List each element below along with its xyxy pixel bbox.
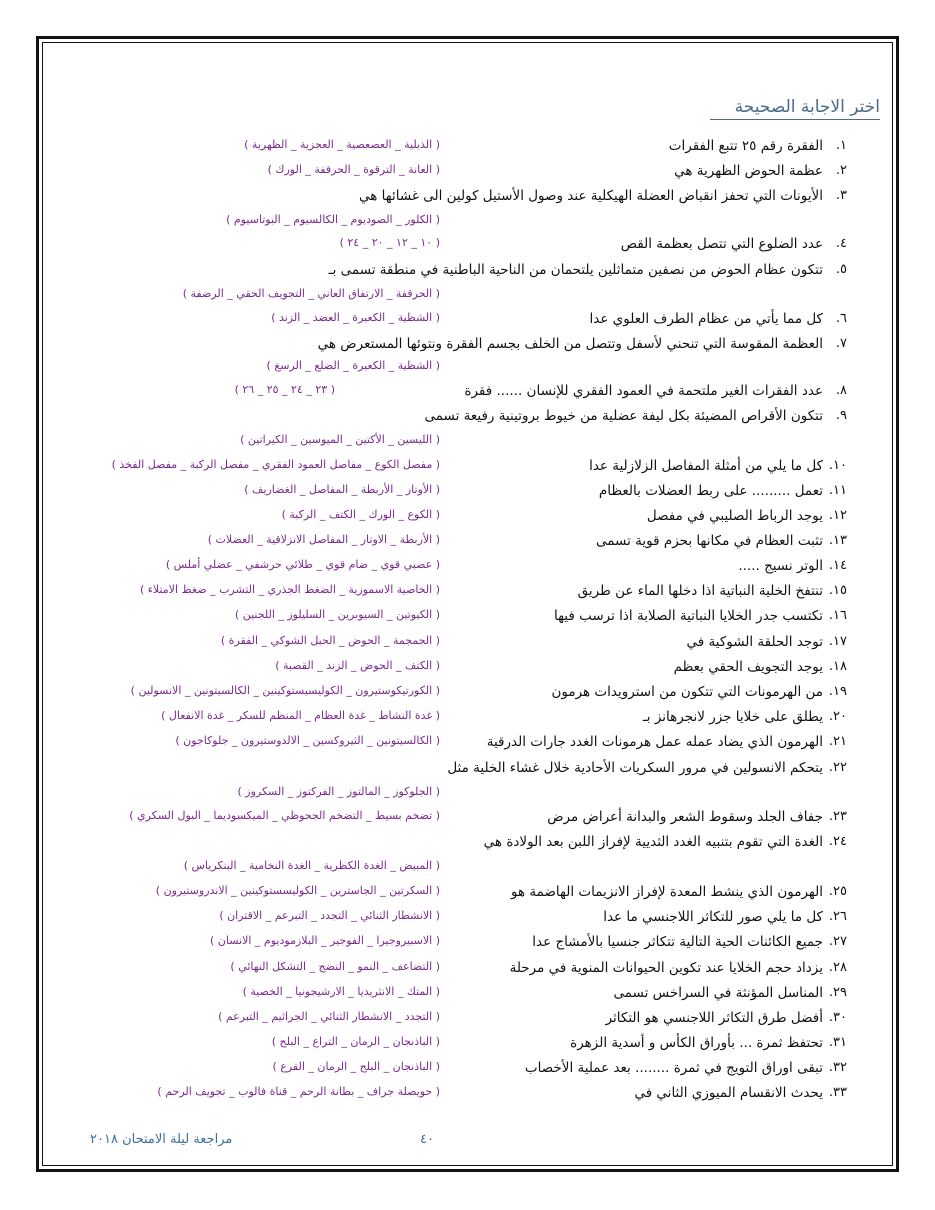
question-number: ٢٩.: [828, 985, 847, 1000]
answer-choices: ( ١٠ _ ١٢ _ ٢٠ _ ٢٤ ): [339, 236, 440, 249]
question-item: [0, 709, 935, 733]
question-text: يحدث الانقسام الميوزي الثاني في: [634, 1085, 823, 1101]
question-item: [0, 138, 935, 162]
question-item: [0, 188, 935, 212]
page-number: ٤٠: [420, 1132, 434, 1147]
question-number: ٨.: [835, 383, 847, 398]
question-number: ١٧.: [828, 634, 847, 649]
answer-choices: ( حويصلة جراف _ بطانة الرحم _ قناة فالوب _ تجويف الرحم ): [157, 1085, 440, 1098]
answer-choices: ( الشظية _ الكعبرة _ العضد _ الزند ): [271, 311, 440, 324]
answer-choices: ( الكوع _ الورك _ الكتف _ الركبة ): [281, 508, 440, 521]
question-text: أفضل طرق التكاثر اللاجنسي هو التكاثر: [605, 1010, 823, 1026]
question-number: ٢٧.: [828, 934, 847, 949]
answer-choices: ( الليسين _ الأكتين _ الميوسين _ الكيراتين ): [240, 433, 440, 446]
question-item: [0, 336, 935, 360]
page-title: اختر الاجابة الصحيحة: [734, 97, 880, 117]
question-text: الهرمون الذي يضاد عمله عمل هرمونات الغدد جارات الدرقية: [486, 734, 823, 750]
question-text: تنتفخ الخلية النباتية اذا دخلها الماء عن طريق: [577, 583, 823, 599]
question-item: [0, 834, 935, 858]
question-text: جميع الكائنات الحية التالية تتكاثر جنسيا بالأمشاج عدا: [532, 934, 823, 950]
question-item: [0, 508, 935, 532]
answer-choices: ( ٢٣ _ ٢٤ _ ٢٥ _ ٢٦ ): [234, 383, 335, 396]
answer-choices: ( غدة النشاط _ غدة العظام _ المنظم للسكر _ غدة الانفعال ): [161, 709, 440, 722]
question-item: [0, 236, 935, 260]
question-answer-line: [0, 213, 935, 237]
question-text: عدد الضلوع التي تتصل بعظمة القص: [620, 236, 823, 252]
question-text: تبقى اوراق التويج في ثمرة ........ بعد عملية الأخصاب: [524, 1060, 823, 1076]
title-underline: [710, 119, 880, 120]
question-item: [0, 985, 935, 1009]
answer-choices: ( الاسبيروجيرا _ الفوجير _ البلازموديوم _ الانسان ): [210, 934, 440, 947]
answer-choices: ( مفصل الكوع _ مفاصل العمود الفقري _ مفصل الركبة _ مفصل الفخذ ): [111, 458, 440, 471]
question-answer-line: [0, 359, 935, 383]
question-text: العظمة المقوسة التي تنحني لأسفل وتتصل من الخلف بجسم الفقرة ونتوئها المستعرض هي: [317, 336, 823, 352]
question-number: ٢٣.: [828, 809, 847, 824]
question-item: [0, 659, 935, 683]
question-item: [0, 909, 935, 933]
question-number: ٢٤.: [828, 834, 847, 849]
question-number: ١٥.: [828, 583, 847, 598]
question-item: [0, 408, 935, 432]
question-text: يوجد الرباط الصليبي في مفصل: [646, 508, 823, 524]
question-number: ٢٢.: [828, 760, 847, 775]
answer-choices: ( الخاصية الاسموزية _ الضغط الجذري _ التشرب _ ضغط الامتلاء ): [139, 583, 440, 596]
question-item: [0, 1010, 935, 1034]
question-item: [0, 608, 935, 632]
question-number: ٢١.: [828, 734, 847, 749]
question-text: الغدة التي تقوم بتنبيه الغدد الثديية لإفراز اللبن بعد الولادة هي: [483, 834, 823, 850]
question-text: تتكون الأقراص المضيئة بكل ليفة عضلية من خيوط بروتينية رفيعة تسمى: [424, 408, 823, 424]
answer-choices: ( الكتف _ الحوض _ الزند _ القصبة ): [275, 659, 440, 672]
question-text: يطلق على خلايا جزر لانجرهانز بـ: [642, 709, 823, 725]
question-number: ١١.: [828, 483, 847, 498]
question-number: ٣٣.: [828, 1085, 847, 1100]
question-text: عظمة الحوض الظهرية هي: [674, 163, 823, 179]
answer-choices: ( الحرقفة _ الارتفاق العاني _ التجويف الحقي _ الرضفة ): [182, 287, 440, 300]
question-number: ٣١.: [828, 1035, 847, 1050]
question-number: ١٨.: [828, 659, 847, 674]
footer-caption: مراجعة ليلة الامتحان ٢٠١٨: [90, 1132, 233, 1147]
answer-choices: ( الذيلية _ العصعصية _ العجزية _ الظهرية ): [244, 138, 440, 151]
question-number: ٤.: [835, 236, 847, 251]
question-text: عدد الفقرات الغير ملتحمة في العمود الفقري للإنسان ...... فقرة: [464, 383, 823, 399]
answer-choices: ( الجمجمة _ الحوض _ الحبل الشوكي _ الفقرة ): [220, 634, 440, 647]
question-text: يوجد التجويف الحقي بعظم: [673, 659, 823, 675]
question-text: الهرمون الذي ينشط المعدة لإفراز الانزيمات الهاضمة هو: [511, 884, 823, 900]
question-number: ١.: [835, 138, 847, 153]
question-number: ١٣.: [828, 533, 847, 548]
question-item: [0, 809, 935, 833]
question-item: [0, 934, 935, 958]
question-number: ٣٢.: [828, 1060, 847, 1075]
question-item: [0, 884, 935, 908]
answer-choices: ( المبيض _ الغدة الكظرية _ الغدة النخامية _ البنكرياس ): [183, 859, 440, 872]
question-number: ٢٦.: [828, 909, 847, 924]
answer-choices: ( العانة _ الترقوة _ الحرقفة _ الورك ): [267, 163, 440, 176]
question-item: [0, 634, 935, 658]
answer-choices: ( الباذنجان _ الرمان _ التراع _ البلح ): [271, 1035, 440, 1048]
question-text: تعمل ......... على ربط العضلات بالعظام: [598, 483, 823, 499]
question-item: [0, 383, 935, 407]
question-text: كل ما يلي من أمثلة المفاصل الزلازلية عدا: [589, 458, 823, 474]
question-item: [0, 1085, 935, 1109]
answer-choices: ( الانشطار الثنائي _ التجدد _ التبرعم _ الاقتران ): [219, 909, 440, 922]
question-text: كل ما يلي صور للتكاثر اللاجنسي ما عدا: [603, 909, 823, 925]
question-number: ١٩.: [828, 684, 847, 699]
question-text: توجد الحلقة الشوكية في: [686, 634, 823, 650]
question-text: تحتفظ ثمرة ... بأوراق الكأس و أسدية الزهرة: [570, 1035, 823, 1051]
question-number: ٢٥.: [828, 884, 847, 899]
answer-choices: ( الكورتيكوستيرون _ الكوليسيستوكينين _ الكالسيتونين _ الانسولين ): [130, 684, 440, 697]
question-answer-line: [0, 785, 935, 809]
answer-choices: ( عصبي قوي _ ضام قوي _ طلائي حرشفي _ عضلي أملس ): [165, 558, 440, 571]
question-number: ١٦.: [828, 608, 847, 623]
question-number: ٥.: [835, 262, 847, 277]
question-item: [0, 311, 935, 335]
question-number: ٩.: [835, 408, 847, 423]
question-item: [0, 458, 935, 482]
answer-choices: ( الكلور _ الصوديوم _ الكالسيوم _ البوتاسيوم ): [226, 213, 440, 226]
question-item: [0, 163, 935, 187]
question-item: [0, 960, 935, 984]
question-item: [0, 734, 935, 758]
question-answer-line: [0, 433, 935, 457]
answer-choices: ( السكرتين _ الجاسترين _ الكوليسستوكينين _ الاندروستيرون ): [155, 884, 440, 897]
question-item: [0, 533, 935, 557]
question-number: ٢٨.: [828, 960, 847, 975]
question-number: ١٤.: [828, 558, 847, 573]
question-number: ٢٠.: [828, 709, 847, 724]
question-text: تثبت العظام في مكانها بحزم قوية تسمى: [596, 533, 823, 549]
answer-choices: ( المتك _ الانثريديا _ الارشيجونيا _ الخصية ): [242, 985, 440, 998]
question-text: جفاف الجلد وسقوط الشعر والبدانة أعراض مرض: [547, 809, 823, 825]
question-number: ٣.: [835, 188, 847, 203]
question-text: كل مما يأتي من عظام الطرف العلوي عدا: [589, 311, 823, 327]
question-text: الوتر نسيج .....: [738, 558, 823, 574]
answer-choices: ( تضخم بسيط _ التضخم الجحوظي _ الميكسوديما _ البول السكري ): [129, 809, 440, 822]
question-text: تكتسب جدر الخلايا النباتية الصلابة اذا ترسب فيها: [553, 608, 823, 624]
answer-choices: ( التضاعف _ النمو _ النضج _ التشكل النهائي ): [230, 960, 440, 973]
answer-choices: ( الأوتار _ الأربطة _ المفاصل _ الغضاريف ): [244, 483, 440, 496]
question-item: [0, 483, 935, 507]
question-number: ٦.: [835, 311, 847, 326]
question-text: يتحكم الانسولين في مرور السكريات الأحادية خلال غشاء الخلية مثل: [447, 760, 823, 776]
question-item: [0, 760, 935, 784]
question-item: [0, 583, 935, 607]
answer-choices: ( التجدد _ الانشطار الثنائي _ الجراثيم _ التبرعم ): [218, 1010, 440, 1023]
answer-choices: ( الكالسيتونين _ الثيروكسين _ الالدوستيرون _ جلوكاجون ): [175, 734, 440, 747]
question-item: [0, 558, 935, 582]
question-number: ٣٠.: [828, 1010, 847, 1025]
question-text: المناسل المؤنثة في السراخس تسمى: [613, 985, 823, 1001]
answer-choices: ( الأربطة _ الاوتار _ المفاصل الانزلاقية _ العضلات ): [207, 533, 440, 546]
answer-choices: ( الشظية _ الكعبرة _ الضلع _ الرسغ ): [266, 359, 440, 372]
question-number: ١٠.: [828, 458, 847, 473]
question-item: [0, 1035, 935, 1059]
question-text: يزداد حجم الخلايا عند تكوين الحيوانات المنوية في مرحلة: [509, 960, 823, 976]
question-text: الفقرة رقم ٢٥ تتبع الفقرات: [668, 138, 823, 154]
answer-choices: ( الجلوكوز _ المالتوز _ الفركتوز _ السكروز ): [237, 785, 440, 798]
question-item: [0, 262, 935, 286]
question-text: الأيونات التي تحفز انقباض العضلة الهيكلية عند وصول الأستيل كولين الى غشائها هي: [358, 188, 823, 204]
question-answer-line: [0, 859, 935, 883]
question-number: ٢.: [835, 163, 847, 178]
answer-choices: ( الباذنجان _ البلح _ الرمان _ القرع ): [272, 1060, 440, 1073]
question-number: ٧.: [835, 336, 847, 351]
question-answer-line: [0, 287, 935, 311]
question-item: [0, 684, 935, 708]
question-item: [0, 1060, 935, 1084]
question-text: تتكون عظام الحوض من نصفين متماثلين يلتحمان من الناحية الباطنية في منطقة تسمى بـ: [328, 262, 823, 278]
answer-choices: ( الكيوتين _ السيوبرين _ السليلوز _ اللجنين ): [234, 608, 440, 621]
question-number: ١٢.: [828, 508, 847, 523]
question-text: من الهرمونات التي تتكون من استرويدات هرمون: [551, 684, 823, 700]
